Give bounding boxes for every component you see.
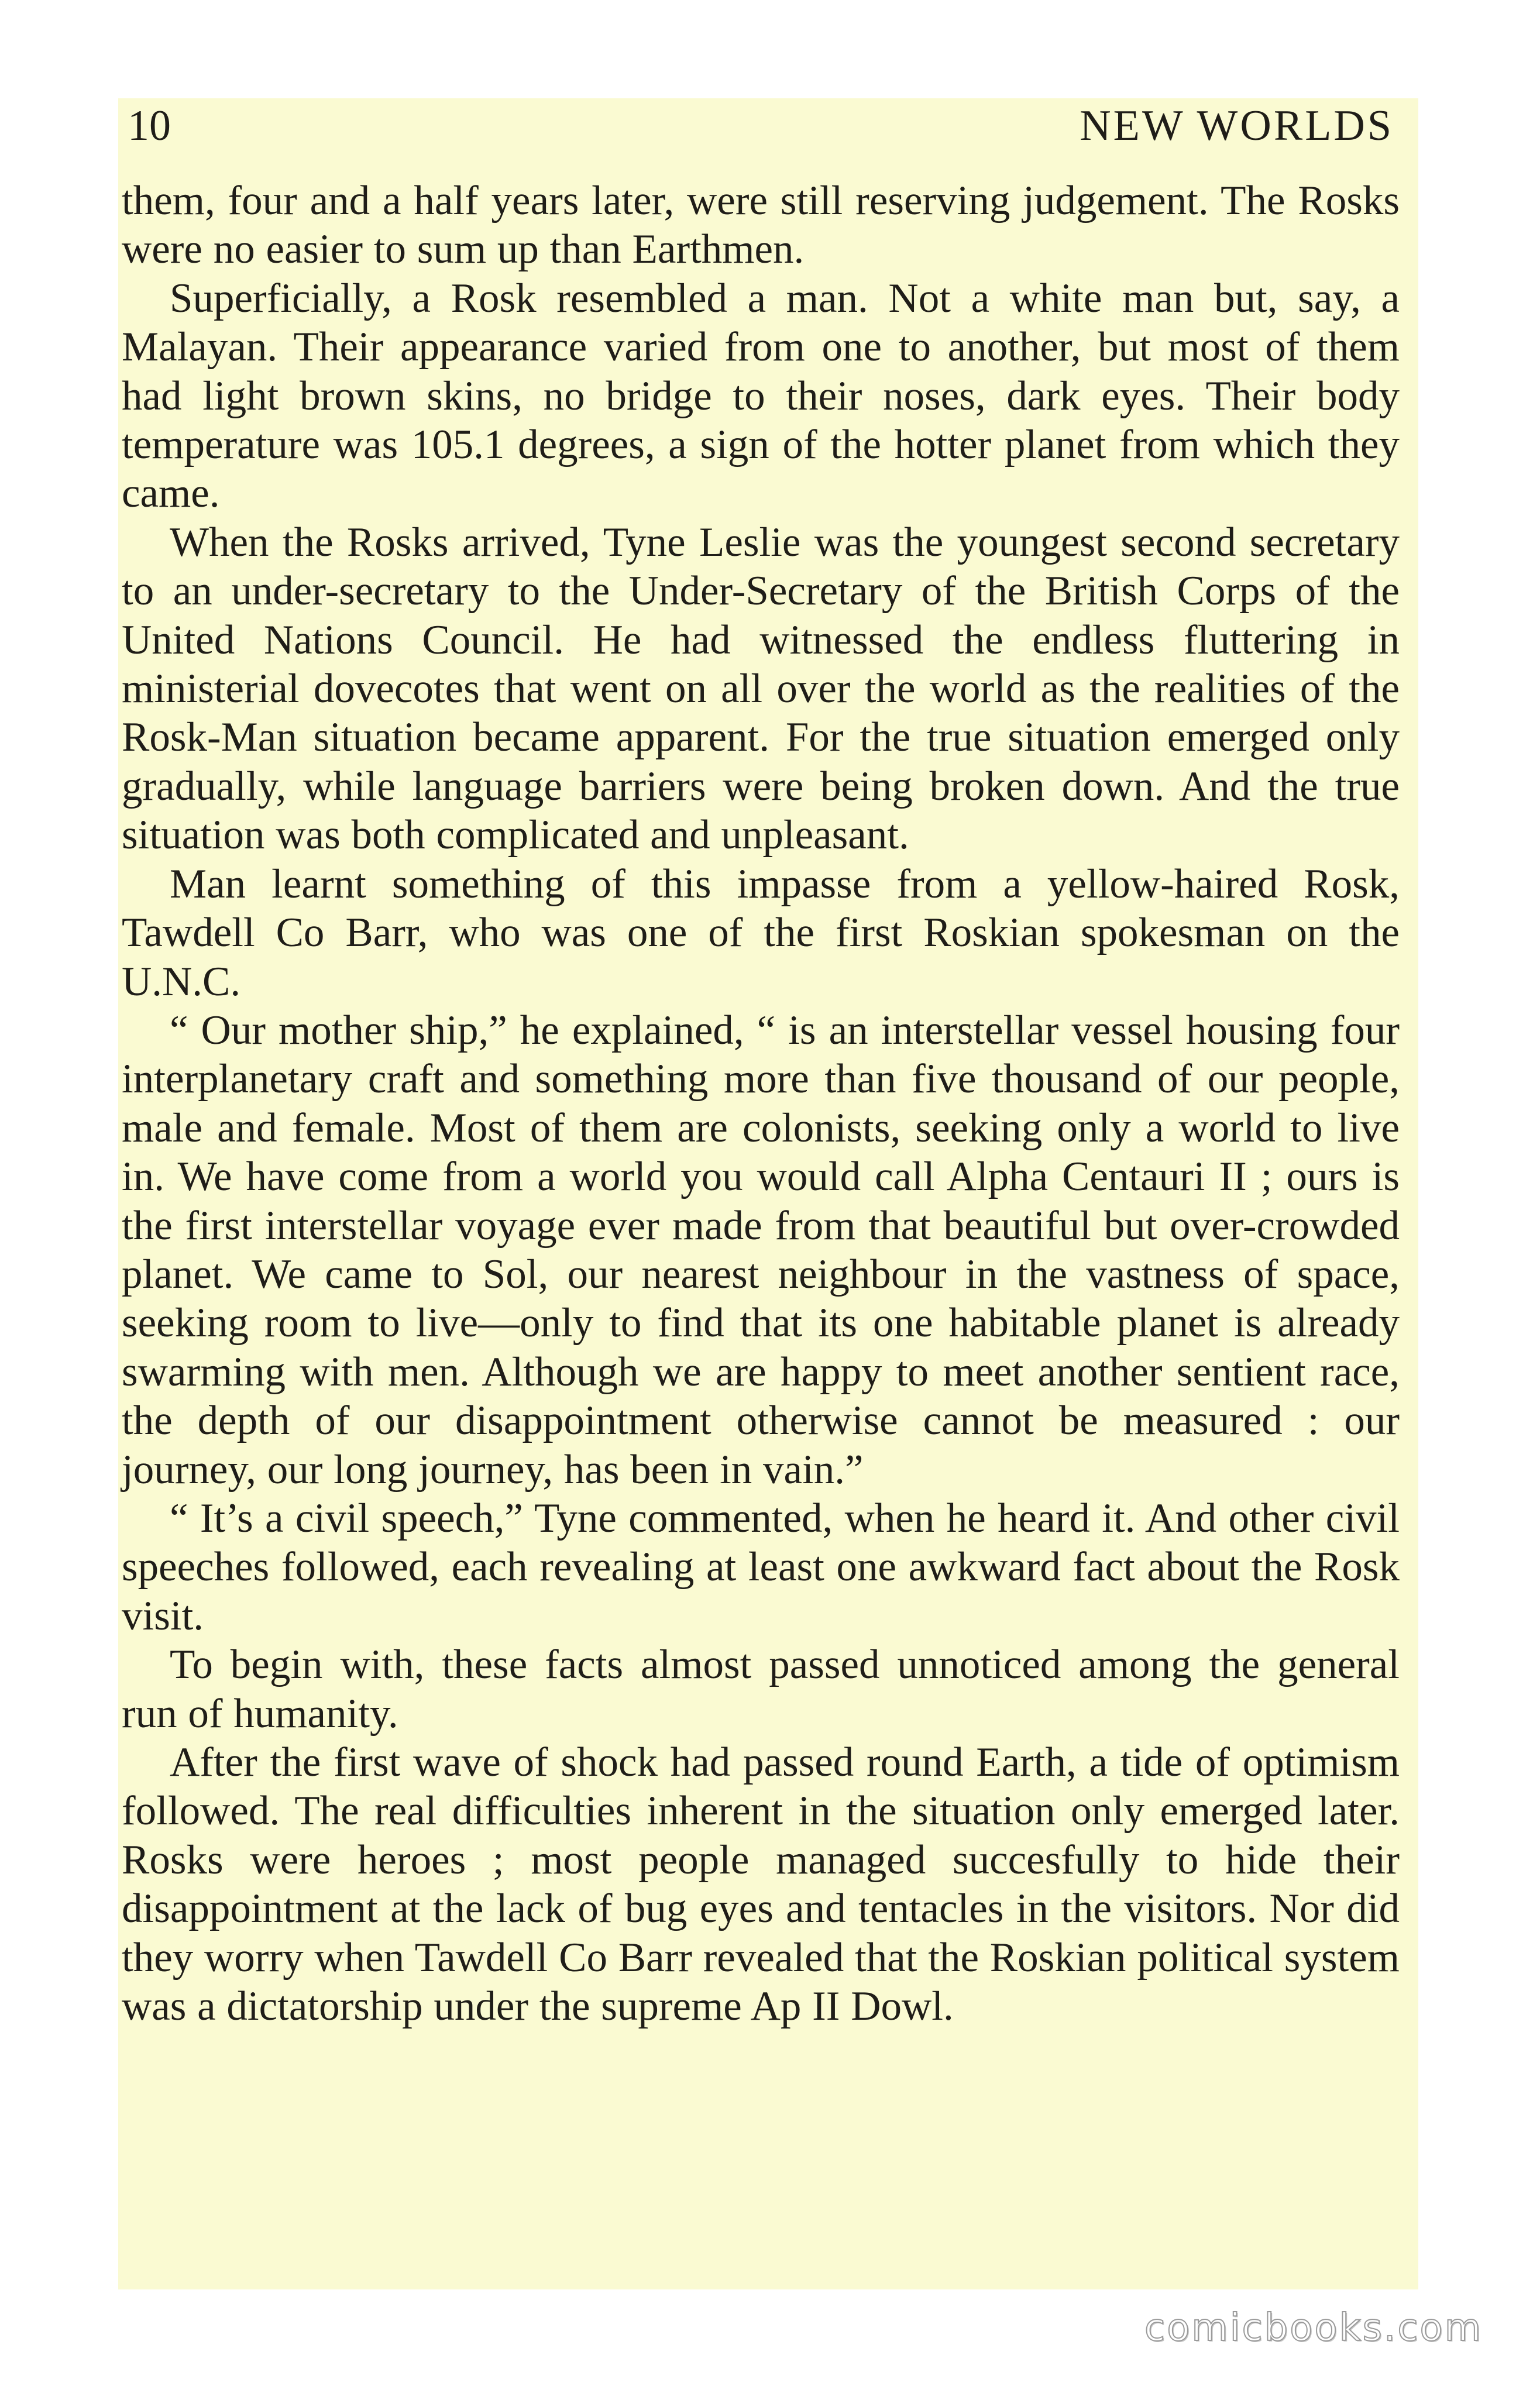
paragraph: After the first wave of shock had passed round Earth, a tide of optimism followed. The real difficulties inherent in the situation only emerged later. Rosks were heroes ; most people managed succesfully to hide their disappointment at the lack of bug eyes and tentacles in the visitors. Nor did they worry when Tawdell Co Barr revealed that the Roskian political system was a dictatorship under the supreme Ap II Dowl. bbox=[122, 1739, 1400, 2030]
paragraph: Superficially, a Rosk resembled a man. Not a white man but, say, a Malayan. Their appearance varied from one to another, but most of them had light brown skins, no bridge to their noses, dark eyes. Their body temperature was 105.1 degrees, a sign of the hotter planet from which they came. bbox=[122, 275, 1400, 517]
paragraph: When the Rosks arrived, Tyne Leslie was the youngest second secretary to an under-secretary to the Under-Secretary of the British Corps of the United Nations Council. He had witnessed the endless fluttering in ministerial dovecotes that went on all over the world as the realities of the Rosk-Man situation became apparent. For the true situation emerged only gradually, while language barriers were being broken down. And the true situation was both complicated and unpleasant. bbox=[122, 519, 1400, 858]
paragraph: “ It’s a civil speech,” Tyne commented, when he heard it. And other civil speeches followed, each revealing at least one awkward fact about the Rosk visit. bbox=[122, 1495, 1400, 1639]
paragraph: “ Our mother ship,” he explained, “ is an interstellar vessel housing four interplanetary craft and something more than five thousand of our people, male and female. Most of them are colonists, seeking only a world to live in. We have come from a world you would call Alpha Centauri II ; ours is the first interstellar voyage ever made from that beautiful but over-crowded planet. We came to Sol, our nearest neighbour in the vastness of space, seeking room to live—only to find that its one habitable planet is already swarming with men. Although we are happy to meet another sentient race, the depth of our disappointment otherwise cannot be measured : our journey, our long journey, has been in vain.” bbox=[122, 1007, 1400, 1493]
paragraph-continued: them, four and a half years later, were still reserving judgement. The Rosks were no easier to sum up than Earthmen. bbox=[122, 178, 1400, 273]
watermark: comicbooks.com bbox=[1144, 2306, 1483, 2350]
paragraph: Man learnt something of this impasse from a yellow-haired Rosk, Tawdell Co Barr, who was one of the first Roskian spokesman on the U.N.C. bbox=[122, 861, 1400, 1005]
paragraph: To begin with, these facts almost passed unnoticed among the general run of humanity. bbox=[122, 1642, 1400, 1737]
page-number: 10 bbox=[128, 102, 171, 150]
article-body bbox=[122, 177, 1400, 2031]
magazine-title: NEW WORLDS bbox=[1080, 102, 1394, 150]
magazine-page bbox=[118, 98, 1418, 2289]
running-head bbox=[122, 98, 1400, 169]
